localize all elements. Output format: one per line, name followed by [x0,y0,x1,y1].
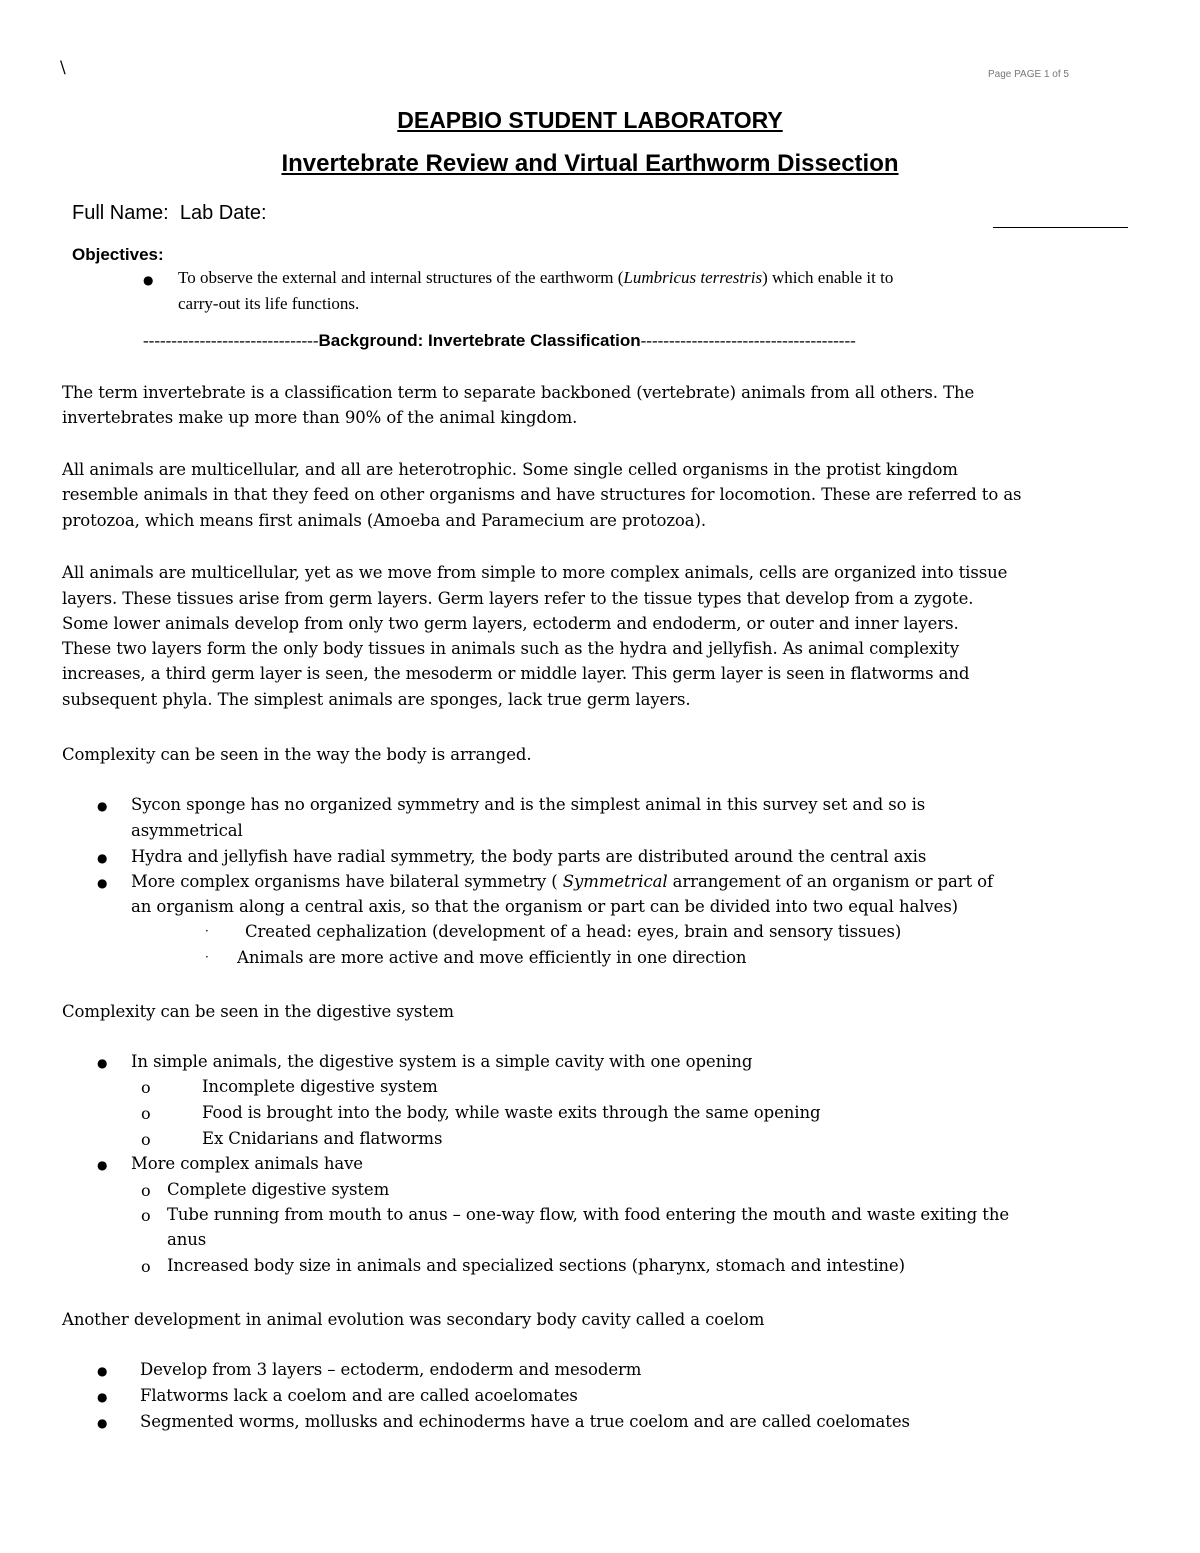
digestive-simple: In simple animals, the digestive system is a simple cavity with one opening [131,1052,753,1071]
name-underline [993,227,1128,228]
paragraph-1-line-1: The term invertebrate is a classification term to separate backboned (vertebrate) animals from all others. The [62,383,975,402]
dashes-left: ------------------------------- [143,331,319,350]
paragraph-1-line-2: invertebrates make up more than 90% of the animal kingdom. [62,408,578,427]
digestive-intro: Complexity can be seen in the digestive system [62,1002,454,1021]
coelom-item-3: Segmented worms, mollusks and echinoderms have a true coelom and are called coelomates [140,1412,910,1431]
student-info-line [72,202,267,225]
symmetry-bullet-3-line-1: More complex organisms have bilateral symmetry ( Symmetrical arrangement of an organism or part of [131,872,994,891]
bullet-icon: ● [143,273,154,287]
bullet-icon: ● [97,1364,108,1378]
symmetry-sub-1: Created cephalization (development of a head: eyes, brain and sensory tissues) [245,922,902,941]
symmetrical-term: Symmetrical [562,872,668,891]
coelom-item-2: Flatworms lack a coelom and are called acoelomates [140,1386,578,1405]
symmetry-bullet-1-line-1: Sycon sponge has no organized symmetry and is the simplest animal in this survey set and so is [131,795,926,814]
paragraph-2-line-3: protozoa, which means first animals (Amoeba and Paramecium are protozoa). [62,511,706,530]
objectives-heading: Objectives: [72,245,164,264]
lab-title: DEAPBIO STUDENT LABORATORY [397,107,783,133]
background-heading [143,331,856,351]
bullet-icon: ● [97,876,108,890]
paragraph-3-line-2: layers. These tissues arise from germ layers. Germ layers refer to the tissue types that develop from a zygote. [62,589,974,608]
bullet-icon: ● [97,799,108,813]
paragraph-3-line-3: Some lower animals develop from only two germ layers, ectoderm and endoderm, or outer and inner layers. [62,614,959,633]
digestive-complex: More complex animals have [131,1154,363,1173]
paragraph-2-line-2: resemble animals in that they feed on other organisms and have structures for locomotion. These are referred to as [62,485,1022,504]
digestive-complex-item-3: Increased body size in animals and specialized sections (pharynx, stomach and intestine) [167,1256,905,1275]
coelom-item-1: Develop from 3 layers – ectoderm, endoderm and mesoderm [140,1360,642,1379]
bullet-icon: ● [97,1390,108,1404]
lab-subtitle: Invertebrate Review and Virtual Earthworm Dissection [281,150,899,177]
background-title: Background: Invertebrate Classification [318,331,641,350]
symmetry-sub-2: Animals are more active and move efficiently in one direction [237,948,747,967]
paragraph-2-line-1: All animals are multicellular, and all are heterotrophic. Some single celled organisms in the protist kingdom [62,460,958,479]
o-marker: o [141,1181,151,1200]
bullet-icon: ● [97,1158,108,1172]
objective-line-1: To observe the external and internal structures of the earthworm (Lumbricus terrestris) which enable it to [178,268,894,287]
digestive-complex-item-2-line-2: anus [167,1230,207,1249]
page-number: Page PAGE 1 of 5 [988,69,1069,80]
bullet-icon: ● [97,1056,108,1070]
o-marker: o [141,1206,151,1225]
bullet-icon: ● [97,851,108,865]
lab-date-label: Lab Date: [179,202,267,224]
digestive-simple-item-3: Ex Cnidarians and flatworms [202,1129,443,1148]
small-dot-icon: · [205,950,209,964]
paragraph-3-line-1: All animals are multicellular, yet as we move from simple to more complex animals, cells are organized into tissue [62,563,1008,582]
bullet-icon: ● [97,1416,108,1430]
symmetry-bullet-2: Hydra and jellyfish have radial symmetry, the body parts are distributed around the central axis [131,847,927,866]
o-marker: o [141,1257,151,1276]
corner-mark: \ [60,58,66,78]
species-name: Lumbricus terrestris [623,268,763,287]
o-marker: o [141,1130,151,1149]
digestive-simple-item-2: Food is brought into the body, while waste exits through the same opening [202,1103,821,1122]
o-marker: o [141,1078,151,1097]
digestive-simple-item-1: Incomplete digestive system [202,1077,438,1096]
paragraph-3-line-6: subsequent phyla. The simplest animals are sponges, lack true germ layers. [62,690,691,709]
symmetry-bullet-1-line-2: asymmetrical [131,821,243,840]
coelom-intro: Another development in animal evolution was secondary body cavity called a coelom [62,1310,765,1329]
symmetry-bullet-3-line-2: an organism along a central axis, so that the organism or part can be divided into two equal halves) [131,897,959,916]
full-name-label: Full Name: [72,202,169,224]
o-marker: o [141,1104,151,1123]
small-dot-icon: · [205,924,209,938]
digestive-complex-item-2-line-1: Tube running from mouth to anus – one-way flow, with food entering the mouth and waste exiting the [167,1205,1010,1224]
symmetry-intro: Complexity can be seen in the way the body is arranged. [62,745,532,764]
paragraph-3-line-4: These two layers form the only body tissues in animals such as the hydra and jellyfish. As animal complexity [62,639,960,658]
digestive-complex-item-1: Complete digestive system [167,1180,390,1199]
paragraph-3-line-5: increases, a third germ layer is seen, the mesoderm or middle layer. This germ layer is seen in flatworms and [62,664,970,683]
objective-line-2: carry-out its life functions. [178,294,360,313]
dashes-right: -------------------------------------- [640,331,856,350]
